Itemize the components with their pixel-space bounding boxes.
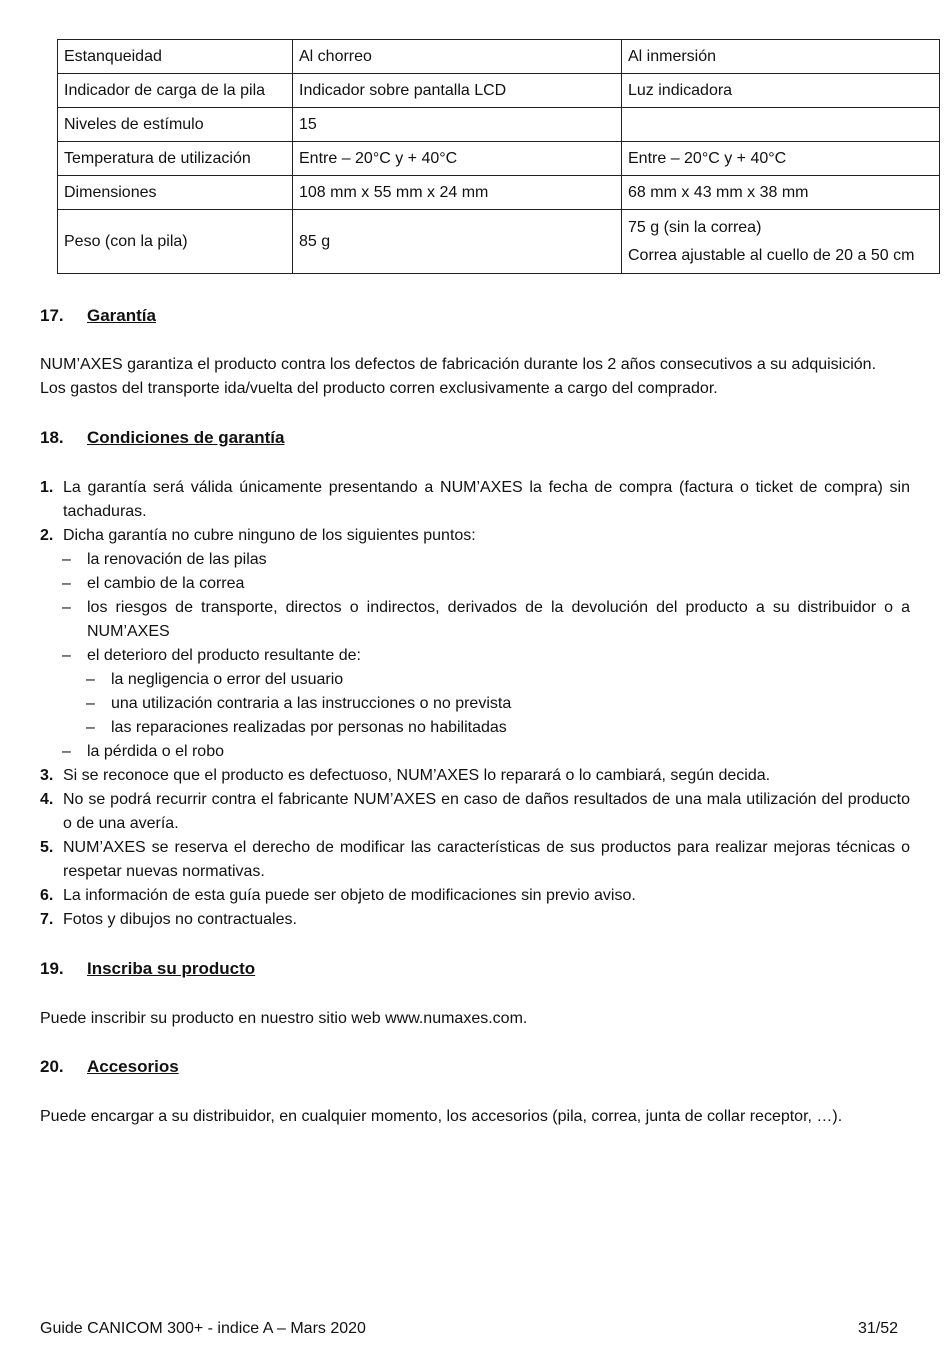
table-cell: Dimensiones	[58, 176, 293, 210]
section-title: Condiciones de garantía	[87, 428, 285, 447]
cell-line: Correa ajustable al cuello de 20 a 50 cm	[628, 246, 915, 264]
section-heading-19	[40, 958, 255, 980]
table-cell: Peso (con la pila)	[58, 210, 293, 274]
list-marker: –	[62, 743, 71, 760]
list-subitem	[40, 572, 910, 596]
table-cell: 108 mm x 55 mm x 24 mm	[293, 176, 622, 210]
list-item-text: Fotos y dibujos no contractuales.	[63, 911, 297, 928]
table-cell: Entre – 20°C y + 40°C	[622, 142, 940, 176]
list-item	[40, 476, 910, 524]
list-item-text: Dicha garantía no cubre ninguno de los siguientes puntos:	[63, 527, 476, 544]
section-heading-20	[40, 1056, 179, 1078]
list-subsubitem	[40, 716, 910, 740]
list-marker: –	[86, 671, 95, 688]
list-item	[40, 908, 910, 932]
list-marker: –	[62, 575, 71, 592]
list-item-text: el cambio de la correa	[87, 575, 245, 592]
table-row	[58, 176, 940, 210]
list-subitem	[40, 548, 910, 572]
table-row	[58, 74, 940, 108]
footer-page-number: 31/52	[857, 1320, 898, 1337]
list-marker: –	[62, 647, 71, 664]
footer-document-title: Guide CANICOM 300+ - indice A – Mars 2020	[40, 1320, 366, 1337]
section-heading-17	[40, 305, 156, 327]
list-item-text: La garantía será válida únicamente presentando a NUM’AXES la fecha de compra (factura o ticket de compra) sin tachaduras.	[63, 479, 910, 520]
register-paragraph: Puede inscribir su producto en nuestro sitio web www.numaxes.com.	[40, 1010, 528, 1027]
list-item	[40, 884, 910, 908]
list-marker: –	[62, 551, 71, 568]
list-item-text: La información de esta guía puede ser objeto de modificaciones sin previo aviso.	[63, 887, 636, 904]
list-subitem	[40, 596, 910, 644]
list-item	[40, 764, 910, 788]
table-cell: 68 mm x 43 mm x 38 mm	[622, 176, 940, 210]
table-cell: Indicador sobre pantalla LCD	[293, 74, 622, 108]
table-cell: 15	[293, 108, 622, 142]
list-marker: 6.	[40, 887, 54, 904]
cell-line: 75 g (sin la correa)	[628, 218, 762, 236]
list-item	[40, 524, 910, 548]
table-row	[58, 40, 940, 74]
table-cell: Entre – 20°C y + 40°C	[293, 142, 622, 176]
list-marker: 2.	[40, 527, 54, 544]
table-row-weight	[58, 210, 940, 274]
warranty-conditions-list	[40, 476, 910, 932]
table-cell: Al chorreo	[293, 40, 622, 74]
section-number: 18.	[40, 428, 64, 447]
section-title: Garantía	[87, 306, 156, 325]
list-marker: 5.	[40, 839, 54, 856]
section-number: 19.	[40, 959, 64, 978]
list-subitem	[40, 740, 910, 764]
list-subitem	[40, 644, 910, 668]
section-heading-18	[40, 427, 284, 449]
list-item-text: los riesgos de transporte, directos o indirectos, derivados de la devolución del producto a su distribuidor o a NUM’AXES	[87, 599, 910, 640]
section-number: 20.	[40, 1057, 64, 1076]
list-marker: 3.	[40, 767, 54, 784]
list-item-text: la negligencia o error del usuario	[111, 671, 344, 688]
list-marker: 1.	[40, 479, 54, 496]
list-marker: –	[86, 719, 95, 736]
table-row	[58, 142, 940, 176]
table-cell: 85 g	[293, 210, 622, 274]
section-title: Accesorios	[87, 1057, 179, 1076]
list-marker: –	[62, 599, 71, 616]
table-cell: Indicador de carga de la pila	[58, 74, 293, 108]
list-item-text: el deterioro del producto resultante de:	[87, 647, 361, 664]
section-number: 17.	[40, 306, 64, 325]
list-item	[40, 788, 910, 836]
table-cell-multiline	[622, 210, 940, 274]
table-cell: Temperatura de utilización	[58, 142, 293, 176]
list-item-text: No se podrá recurrir contra el fabricante NUM’AXES en caso de daños resultados de una mala utilización del producto o de una avería.	[63, 791, 910, 832]
list-subsubitem	[40, 668, 910, 692]
list-item-text: la pérdida o el robo	[87, 743, 224, 760]
paragraph-line: Los gastos del transporte ida/vuelta del producto corren exclusivamente a cargo del comprador.	[40, 380, 718, 397]
list-subsubitem	[40, 692, 910, 716]
list-item	[40, 836, 910, 884]
list-marker: –	[86, 695, 95, 712]
table-cell: Estanqueidad	[58, 40, 293, 74]
list-item-text: NUM’AXES se reserva el derecho de modificar las características de sus productos para realizar mejoras técnicas o respetar nuevas normativas.	[63, 839, 910, 880]
section-title: Inscriba su producto	[87, 959, 256, 978]
list-item-text: Si se reconoce que el producto es defectuoso, NUM’AXES lo reparará o lo cambiará, según decida.	[63, 767, 771, 784]
table-cell: Niveles de estímulo	[58, 108, 293, 142]
table-cell: Luz indicadora	[622, 74, 940, 108]
specifications-table	[57, 39, 940, 274]
accessories-paragraph: Puede encargar a su distribuidor, en cualquier momento, los accesorios (pila, correa, junta de collar receptor, …).	[40, 1108, 843, 1125]
list-marker: 7.	[40, 911, 54, 928]
paragraph-line: NUM’AXES garantiza el producto contra los defectos de fabricación durante los 2 años consecutivos a su adquisición.	[40, 356, 877, 373]
list-item-text: una utilización contraria a las instrucciones o no prevista	[111, 695, 512, 712]
list-marker: 4.	[40, 791, 54, 808]
table-row	[58, 108, 940, 142]
table-cell	[622, 108, 940, 142]
table-cell: Al inmersión	[622, 40, 940, 74]
list-item-text: la renovación de las pilas	[87, 551, 267, 568]
warranty-paragraph	[40, 353, 910, 401]
list-item-text: las reparaciones realizadas por personas no habilitadas	[111, 719, 507, 736]
